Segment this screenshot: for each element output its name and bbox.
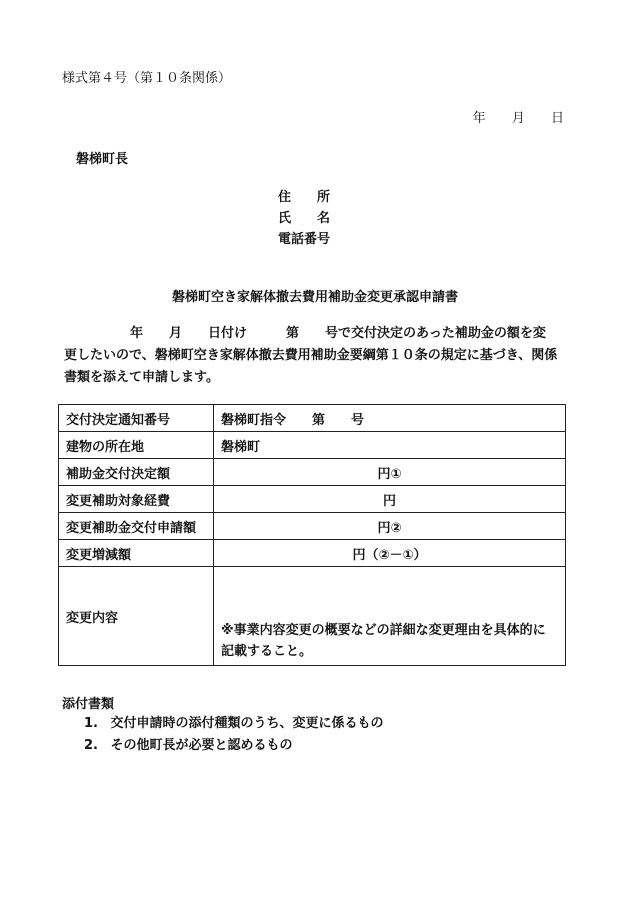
row-label: 交付決定通知番号 bbox=[59, 405, 214, 432]
date-year-label: 年 bbox=[472, 111, 486, 126]
date-month-label: 月 bbox=[511, 111, 525, 126]
attachments-title: 添付書類 bbox=[62, 697, 115, 712]
body-line-3: 書類を添えて申請します。 bbox=[64, 370, 219, 385]
row-label: 補助金交付決定額 bbox=[59, 459, 214, 486]
attachment-text: その他町長が必要と認めるもの bbox=[110, 738, 293, 753]
attachment-item bbox=[84, 712, 384, 731]
addressee: 磐梯町長 bbox=[76, 152, 129, 167]
change-label: 変更内容 bbox=[59, 567, 214, 666]
change-note bbox=[221, 620, 558, 662]
row-label: 建物の所在地 bbox=[59, 432, 214, 459]
body-text bbox=[64, 323, 569, 389]
form-number: 様式第４号（第１０条関係） bbox=[62, 71, 232, 86]
date-line bbox=[451, 107, 564, 126]
document-title: 磐梯町空き家解体撤去費用補助金変更承認申請書 bbox=[171, 290, 458, 305]
table-row bbox=[59, 486, 566, 513]
applicant-phone-label: 電話番号 bbox=[278, 232, 331, 247]
row-label: 変更補助金交付申請額 bbox=[59, 513, 214, 540]
change-note-line-1: ※事業内容変更の概要などの詳細な変更理由を具体的に bbox=[221, 623, 546, 638]
row-value: 円 bbox=[214, 486, 566, 513]
row-label: 変更補助対象経費 bbox=[59, 486, 214, 513]
table-row bbox=[59, 567, 566, 666]
attachment-text: 交付申請時の添付種類のうち、変更に係るもの bbox=[110, 716, 384, 731]
body-line-2: 更したいので、磐梯町空き家解体撤去費用補助金要綱第１０条の規定に基づき、関係 bbox=[64, 348, 558, 363]
table-row bbox=[59, 540, 566, 567]
date-day-label: 日 bbox=[550, 111, 564, 126]
row-value: 円（②－①） bbox=[214, 540, 566, 567]
row-label: 変更増減額 bbox=[59, 540, 214, 567]
row-value: 円② bbox=[214, 513, 566, 540]
body-line-1: 年 月 日付け 第 号で交付決定のあった補助金の額を変 bbox=[130, 326, 546, 341]
applicant-name-label: 氏 名 bbox=[278, 211, 331, 226]
change-note-line-2: 記載すること。 bbox=[221, 644, 313, 659]
table-row bbox=[59, 405, 566, 432]
table-row bbox=[59, 513, 566, 540]
table-row bbox=[59, 459, 566, 486]
attachment-item bbox=[84, 734, 293, 753]
info-table bbox=[58, 404, 566, 666]
row-value: 円① bbox=[214, 459, 566, 486]
applicant-address-label: 住 所 bbox=[278, 190, 331, 205]
change-content-cell bbox=[214, 567, 566, 666]
row-value: 磐梯町 bbox=[214, 432, 566, 459]
row-value: 磐梯町指令 第 号 bbox=[214, 405, 566, 432]
attachment-number: 1. bbox=[84, 716, 98, 731]
table-row bbox=[59, 432, 566, 459]
attachment-number: 2. bbox=[84, 738, 98, 753]
